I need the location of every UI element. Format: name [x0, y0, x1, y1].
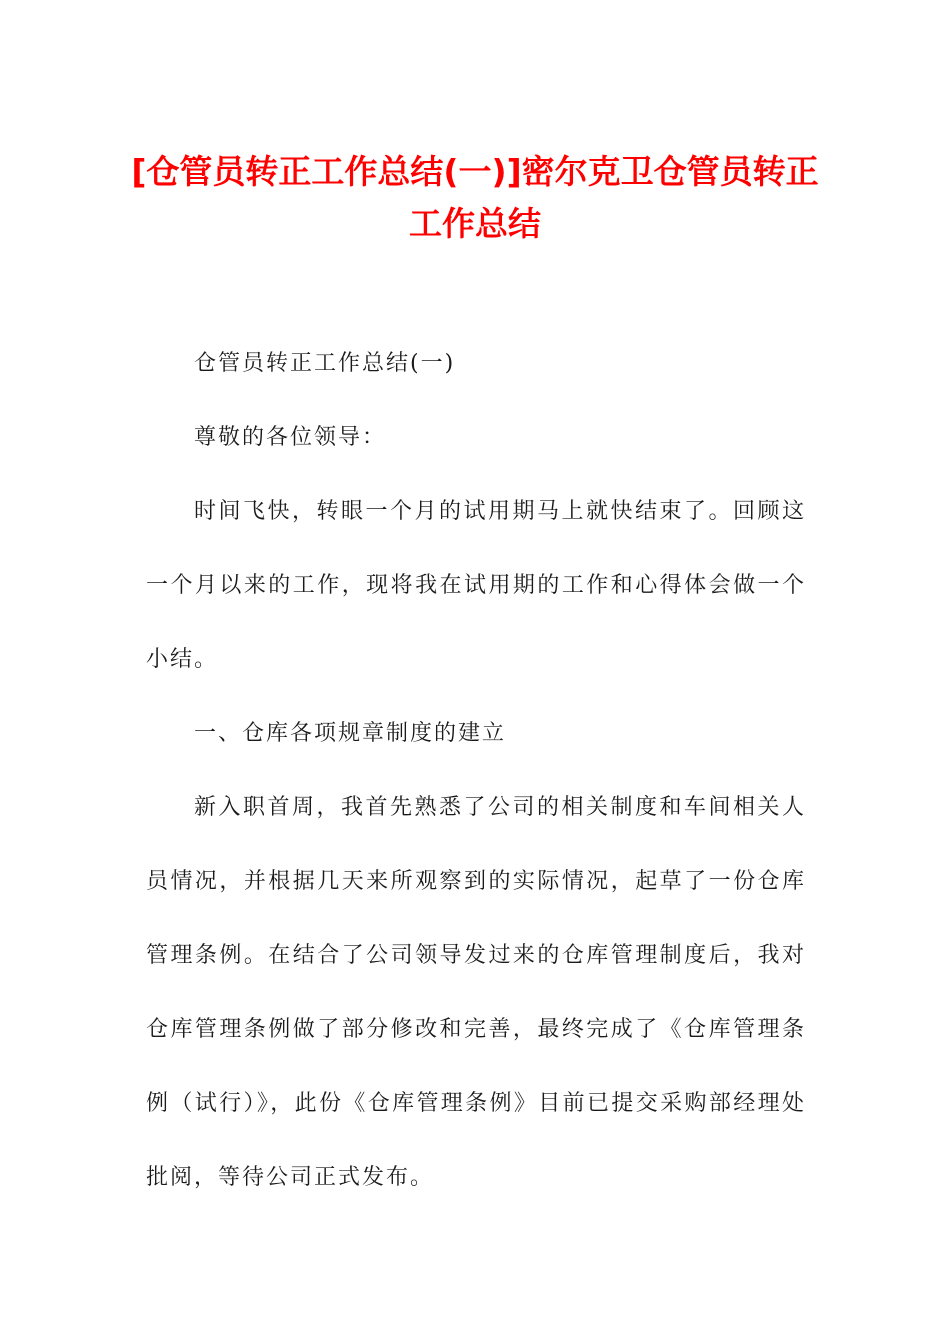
document-title: [仓管员转正工作总结(一)]密尔克卫仓管员转正工作总结: [131, 152, 819, 243]
paragraph-subtitle: 仓管员转正工作总结(一): [194, 351, 456, 376]
paragraph-section-1: 新入职首周，我首先熟悉了公司的相关制度和车间相关人员情况，并根据几天来所观察到的实际情况，起草了一份仓库管理条例。在结合了公司领导发过来的仓库管理制度后，我对仓库管理条例做了部分修改和完善，最终完成了《仓库管理条例（试行）》，此份《仓库管理条例》目前已提交采购部经理处批阅，等待公司正式发布。: [146, 795, 806, 1190]
document-body: [146, 327, 806, 1215]
paragraph-salutation: 尊敬的各位领导：: [194, 425, 387, 450]
section-heading-1: 一、仓库各项规章制度的建立: [194, 721, 507, 746]
paragraph-intro: 时间飞快，转眼一个月的试用期马上就快结束了。回顾这一个月以来的工作，现将我在试用期的工作和心得体会做一个小结。: [146, 499, 806, 672]
